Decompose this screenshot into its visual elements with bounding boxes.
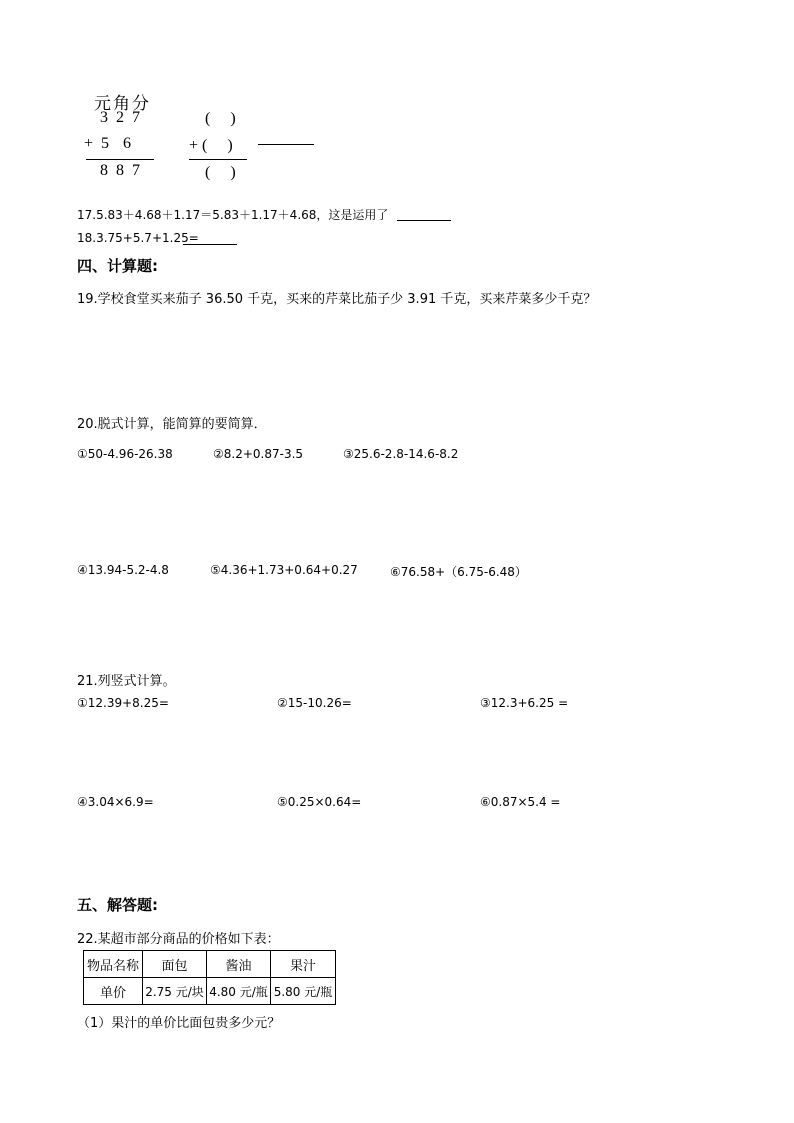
price-table-cell: 5.80 元/瓶 (271, 978, 336, 1005)
question-21-item-5: ⑤0.25×0.64= (277, 795, 362, 809)
question-20-item-6: ⑥76.58+（6.75-6.48） (390, 565, 527, 579)
question-22-sub-1: （1）果汁的单价比面包贵多少元？ (77, 1016, 281, 1031)
price-table-header-cell: 面包 (143, 951, 207, 978)
section-5-heading: 五、解答题: (77, 896, 158, 914)
question-21-item-3: ③12.3+6.25 = (480, 696, 569, 710)
question-20-item-4: ④13.94-5.2-4.8 (77, 563, 169, 577)
price-table-cell: 单价 (84, 978, 143, 1005)
question-21-item-6: ⑥0.87×5.4 = (480, 795, 561, 809)
question-20-item-2: ②8.2+0.87-3.5 (213, 447, 304, 461)
question-20-item-5: ⑤4.36+1.73+0.64+0.27 (210, 563, 358, 577)
blank-addition-row2: + ( ) (189, 137, 233, 154)
vertical-addition-row2: + 5 6 (84, 135, 134, 152)
question-20-item-3: ③25.6-2.8-14.6-8.2 (343, 447, 459, 461)
question-17-blank[interactable] (397, 220, 451, 221)
question-20-item-1: ①50-4.96-26.38 (77, 447, 173, 461)
price-table (83, 950, 336, 1005)
question-21-item-2: ②15-10.26= (277, 696, 352, 710)
question-21-title: 21.列竖式计算。 (77, 674, 176, 689)
price-table-cell: 4.80 元/瓶 (207, 978, 271, 1005)
price-table-header-cell: 酱油 (207, 951, 271, 978)
question-18: 18.3.75+5.7+1.25= (77, 231, 199, 245)
blank-addition-sum-line (189, 159, 247, 160)
blank-addition-row1: ( ) (205, 110, 236, 127)
question-19: 19.学校食堂买来茄子 36.50 千克，买来的芹菜比茄子少 3.91 千克，买来芹菜多少千克？ (77, 292, 597, 307)
price-table-header-cell: 果汁 (271, 951, 336, 978)
question-18-blank[interactable] (183, 244, 237, 245)
question-22-title: 22.某超市部分商品的价格如下表： (77, 932, 280, 947)
question-21-item-4: ④3.04×6.9= (77, 795, 154, 809)
vertical-addition-header: 元角分 (94, 94, 151, 113)
price-table-cell: 2.75 元/块 (143, 978, 207, 1005)
question-21-item-1: ①12.39+8.25= (77, 696, 169, 710)
price-table-row (84, 978, 336, 1005)
section-4-heading: 四、计算题: (77, 257, 158, 275)
vertical-addition-row3: 8 8 7 (100, 162, 142, 179)
question-17: 17.5.83＋4.68＋1.17＝5.83＋1.17＋4.68，这是运用了 (77, 208, 389, 222)
blank-addition-answer-blank[interactable] (258, 144, 314, 145)
price-table-header-row (84, 951, 336, 978)
price-table-header-cell: 物品名称 (84, 951, 143, 978)
blank-addition-row3: ( ) (205, 164, 236, 181)
vertical-addition-sum-line (86, 159, 154, 160)
vertical-addition-row1: 3 2 7 (100, 109, 142, 126)
question-20-title: 20.脱式计算，能简算的要简算． (77, 417, 267, 432)
